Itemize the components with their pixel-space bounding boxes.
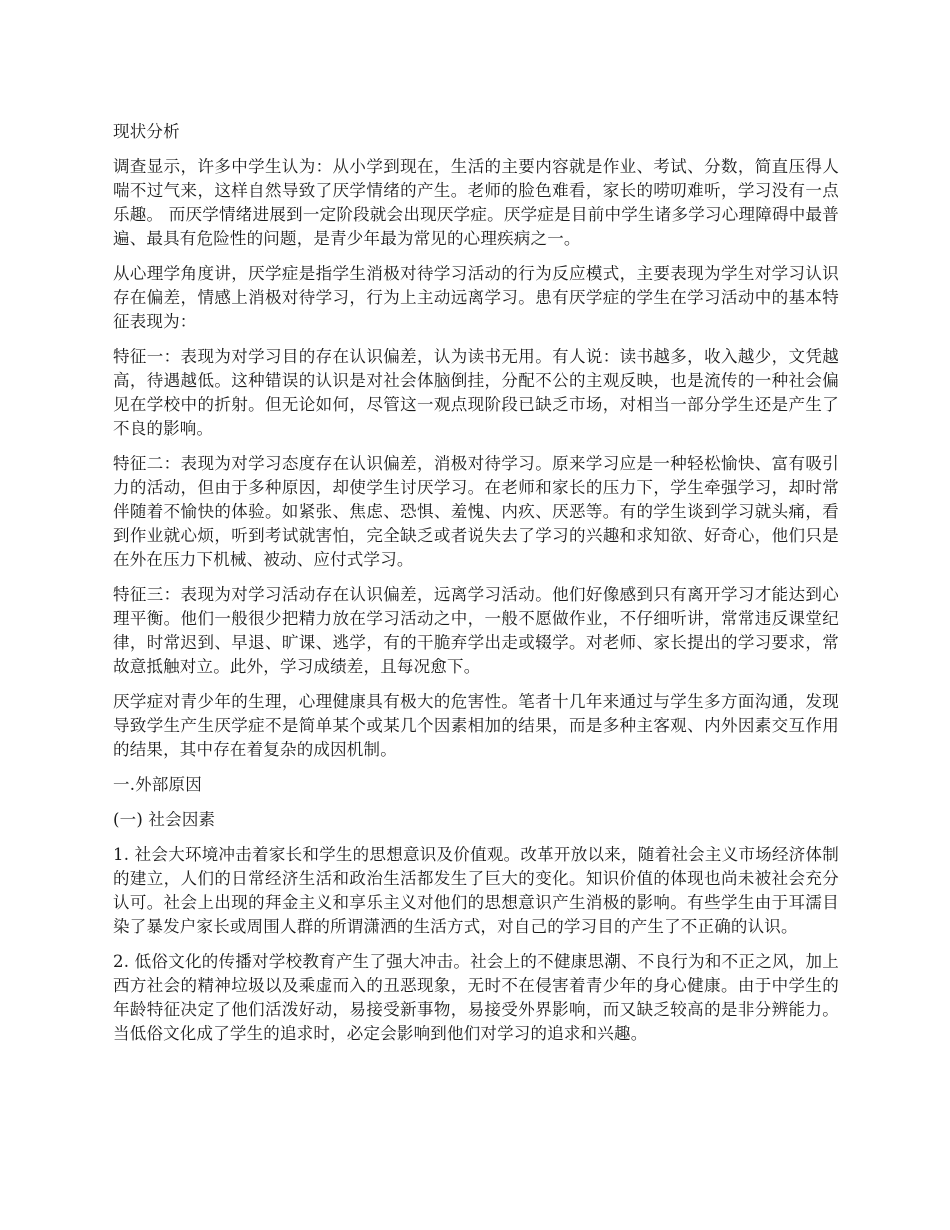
paragraph-feature-three: 特征三：表现为对学习活动存在认识偏差，远离学习活动。他们好像感到只有离开学习才能达到心理平衡。他们一般很少把精力放在学习活动之中，一般不愿做作业，不仔细听讲，常常违反课堂纪律，时常迟到、早退、旷课、逃学，有的干脆弃学出走或辍学。对老师、家长提出的学习要求，常故意抵触对立。此外，学习成绩差，且每况愈下。 (113, 585, 839, 676)
paragraph-survey: 调查显示，许多中学生认为：从小学到现在，生活的主要内容就是作业、考试、分数，简直压得人喘不过气来，这样自然导致了厌学情绪的产生。老师的脸色难看，家长的唠叨难听，学习没有一点乐趣。 而厌学情绪进展到一定阶段就会出现厌学症。厌学症是目前中学生诸多学习心理障碍中最普遍、最具有危险性的问题，是青少年最为常见的心理疾病之一。 (113, 157, 839, 248)
list-item-vulgar-culture: 2. 低俗文化的传播对学校教育产生了强大冲击。社会上的不健康思潮、不良行为和不正之风，加上西方社会的精神垃圾以及乘虚而入的丑恶现象，无时不在侵害着青少年的身心健康。由于中学生的年龄特征决定了他们活泼好动，易接受新事物，易接受外界影响，而又缺乏较高的是非分辨能力。当低俗文化成了学生的追求时，必定会影响到他们对学习的追求和兴趣。 (113, 952, 839, 1043)
document-title: 现状分析 (113, 122, 180, 141)
paragraph-feature-two: 特征二：表现为对学习态度存在认识偏差，消极对待学习。原来学习应是一种轻松愉快、富有吸引力的活动，但由于多种原因，却使学生讨厌学习。在老师和家长的压力下，学生牵强学习，却时常伴随着不愉快的体验。如紧张、焦虑、恐惧、羞愧、内疚、厌恶等。有的学生谈到学习就头痛，看到作业就心烦，听到考试就害怕，完全缺乏或者说失去了学习的兴趣和求知欲、好奇心，他们只是在外在压力下机械、被动、应付式学习。 (113, 454, 839, 569)
paragraph-feature-one: 特征一：表现为对学习目的存在认识偏差，认为读书无用。有人说：读书越多，收入越少，文凭越高，待遇越低。这种错误的认识是对社会体脑倒挂，分配不公的主观反映，也是流传的一种社会偏见在学校中的折射。但无论如何，尽管这一观点现阶段已缺乏市场，对相当一部分学生还是产生了不良的影响。 (113, 347, 839, 438)
paragraph-psychology: 从心理学角度讲，厌学症是指学生消极对待学习活动的行为反应模式，主要表现为学生对学习认识存在偏差，情感上消极对待学习，行为上主动远离学习。患有厌学症的学生在学习活动中的基本特征表现为： (113, 264, 839, 331)
section-heading: 一.外部原因 (113, 775, 202, 794)
paragraph-harm: 厌学症对青少年的生理，心理健康具有极大的危害性。笔者十几年来通过与学生多方面沟通，发现导致学生产生厌学症不是简单某个或某几个因素相加的结果，而是多种主客观、内外因素交互作用的结果，其中存在着复杂的成因机制。 (113, 692, 839, 759)
subsection-heading: (一) 社会因素 (113, 810, 216, 829)
document-page (113, 120, 839, 1057)
list-item-social-environment: 1. 社会大环境冲击着家长和学生的思想意识及价值观。改革开放以来，随着社会主义市场经济体制的建立，人们的日常经济生活和政治生活都发生了巨大的变化。知识价值的体现也尚未被社会充分认可。社会上出现的拜金主义和享乐主义对他们的思想意识产生消极的影响。有些学生由于耳濡目染了暴发户家长或周围人群的所谓潇洒的生活方式，对自己的学习目的产生了不正确的认识。 (113, 845, 839, 936)
